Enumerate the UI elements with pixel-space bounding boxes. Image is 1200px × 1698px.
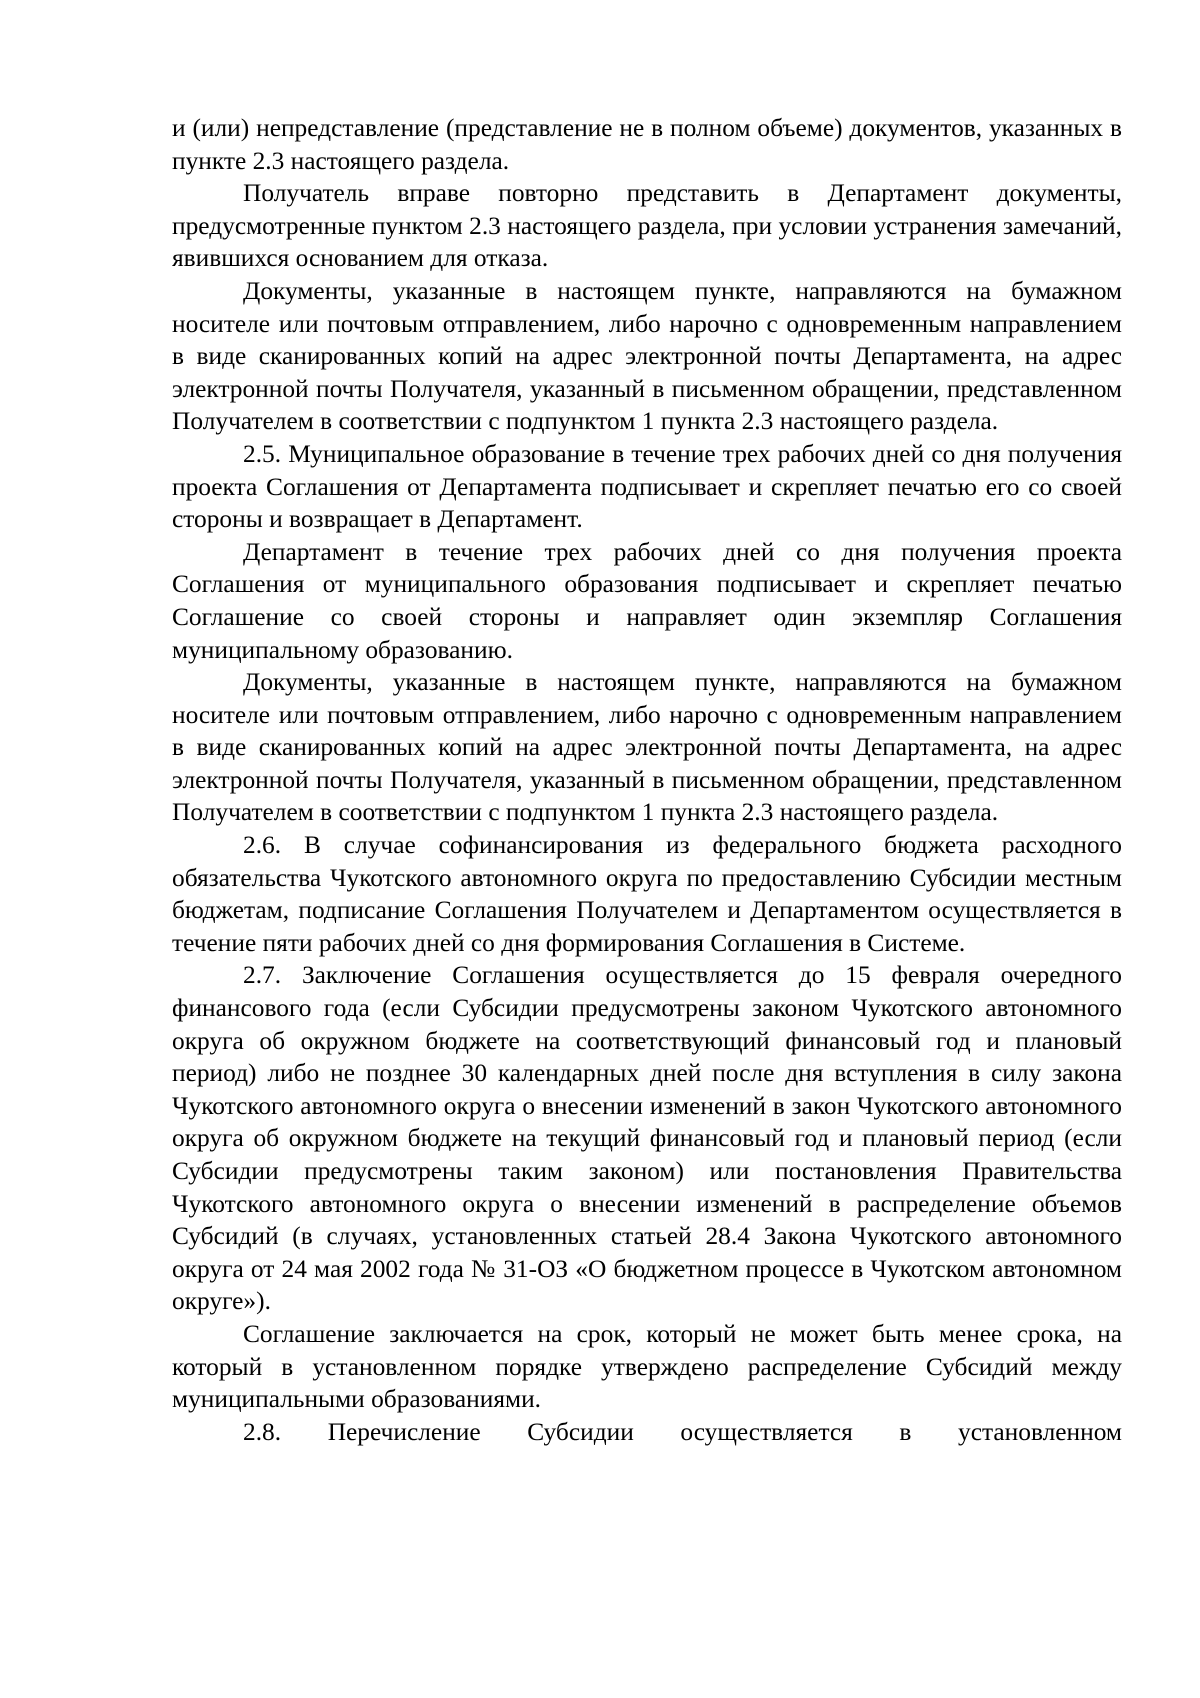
paragraph-2-8: 2.8. Перечисление Субсидии осуществляется в установленном [243,1417,1122,1446]
paragraph-resubmission: Получатель вправе повторно представить в Департамент документы, предусмотренные пунктом 2.3 настоящего раздела, при условии устранения замечаний, явившихся основанием для отказа. [172,179,1122,273]
paragraph-documents-delivery-2: Документы, указанные в настоящем пункте, направляются на бумажном носителе или почтовым отправлением, либо нарочно с одновременным направлением в виде сканированных копий на адрес электронной почты Департамента, на адрес электронной почты Получателя, указанный в письменном обращении, представленном Получателем в соответствии с подпунктом 1 пункта 2.3 настоящего раздела. [172,668,1122,827]
document-page [172,112,1122,1448]
paragraph-2-7: 2.7. Заключение Соглашения осуществляется до 15 февраля очередного финансового года (если Субсидии предусмотрены законом Чукотского автономного округа об окружном бюджете на соответствующий финансовый год и плановый период) либо не позднее 30 календарных дней после дня вступления в силу закона Чукотского автономного округа о внесении изменений в закон Чукотского автономного округа об окружном бюджете на текущий финансовый год и плановый период (если Субсидии предусмотрены таким законом) или постановления Правительства Чукотского автономного округа о внесении изменений в распределение объемов Субсидий (в случаях, установленных статьей 28.4 Закона Чукотского автономного округа от 24 мая 2002 года № 31-ОЗ «О бюджетном процессе в Чукотском автономном округе»). [172,961,1122,1316]
paragraph-continuation: и (или) непредставление (представление не в полном объеме) документов, указанных в пункте 2.3 настоящего раздела. [172,114,1122,175]
paragraph-department-signing: Департамент в течение трех рабочих дней со дня получения проекта Соглашения от муниципального образования подписывает и скрепляет печатью Соглашение со своей стороны и направляет один экземпляр Соглашения муниципальному образованию. [172,537,1122,664]
paragraph-documents-delivery: Документы, указанные в настоящем пункте, направляются на бумажном носителе или почтовым отправлением, либо нарочно с одновременным направлением в виде сканированных копий на адрес электронной почты Департамента, на адрес электронной почты Получателя, указанный в письменном обращении, представленном Получателем в соответствии с подпунктом 1 пункта 2.3 настоящего раздела. [172,276,1122,436]
paragraph-agreement-term: Соглашение заключается на срок, который не может быть менее срока, на который в установленном порядке утверждено распределение Субсидий между муниципальными образованиями. [172,1319,1122,1414]
paragraph-2-5: 2.5. Муниципальное образование в течение трех рабочих дней со дня получения проекта Соглашения от Департамента подписывает и скрепляет печатью его со своей стороны и возвращает в Департамент. [172,439,1122,534]
paragraph-2-6: 2.6. В случае софинансирования из федерального бюджета расходного обязательства Чукотского автономного округа по предоставлению Субсидии местным бюджетам, подписание Соглашения Получателем и Департаментом осуществляется в течение пяти рабочих дней со дня формирования Соглашения в Системе. [172,831,1122,957]
